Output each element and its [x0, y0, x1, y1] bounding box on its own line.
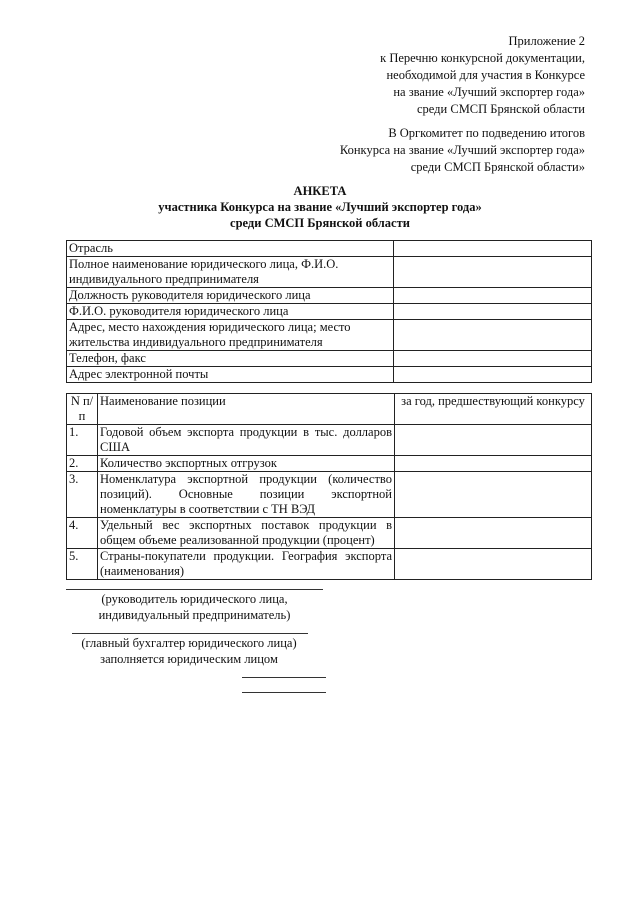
column-header-number: N п/п: [67, 394, 98, 425]
accountant-signature-caption: [56, 635, 322, 667]
column-header-previous-year: за год, предшествующий конкурсу: [395, 394, 592, 425]
export-positions-table: [66, 393, 592, 580]
position-name: Годовой объем экспорта продукции в тыс. долларов США: [98, 425, 395, 456]
caption-line: (руководитель юридического лица,: [101, 592, 288, 606]
table-row: [67, 351, 592, 367]
form-title-sub: среди СМСП Брянской области: [230, 216, 410, 230]
accountant-signature-line[interactable]: [72, 633, 308, 634]
position-value-cell[interactable]: [395, 549, 592, 580]
table-row: [67, 367, 592, 383]
table-row: [67, 549, 592, 580]
caption-line: заполняется юридическим лицом: [100, 652, 278, 666]
table-row: [67, 425, 592, 456]
table-row: [67, 257, 592, 288]
row-number: 5.: [67, 549, 98, 580]
info-value-cell[interactable]: [394, 304, 592, 320]
row-number: 3.: [67, 472, 98, 518]
info-label: Отрасль: [67, 241, 394, 257]
form-title-sub: участника Конкурса на звание «Лучший экспортер года»: [158, 200, 482, 214]
participant-info-table: [66, 240, 592, 383]
position-value-cell[interactable]: [395, 518, 592, 549]
info-label: Полное наименование юридического лица, Ф.И.О. индивидуального предпринимателя: [67, 257, 394, 288]
appendix-line: среди СМСП Брянской области: [417, 102, 585, 116]
info-value-cell[interactable]: [394, 257, 592, 288]
appendix-line: на звание «Лучший экспортер года»: [393, 85, 585, 99]
table-row: [67, 288, 592, 304]
column-header-position: Наименование позиции: [98, 394, 395, 425]
info-label: Адрес электронной почты: [67, 367, 394, 383]
row-number: 1.: [67, 425, 98, 456]
addressee-line: В Оргкомитет по подведению итогов: [388, 126, 585, 140]
appendix-header: [225, 33, 585, 118]
info-label: Должность руководителя юридического лица: [67, 288, 394, 304]
position-value-cell[interactable]: [395, 425, 592, 456]
position-value-cell[interactable]: [395, 472, 592, 518]
table-header-row: [67, 394, 592, 425]
table-row: [67, 472, 592, 518]
position-name: Номенклатура экспортной продукции (количество позиций). Основные позиции экспортной номенклатуры в соответствии с ТН ВЭД: [98, 472, 395, 518]
blank-line[interactable]: [242, 677, 326, 678]
table-row: [67, 304, 592, 320]
appendix-line: Приложение 2: [508, 34, 585, 48]
caption-line: (главный бухгалтер юридического лица): [81, 636, 297, 650]
form-title: [0, 183, 640, 231]
head-signature-line[interactable]: [66, 589, 323, 590]
info-value-cell[interactable]: [394, 320, 592, 351]
info-value-cell[interactable]: [394, 288, 592, 304]
position-value-cell[interactable]: [395, 456, 592, 472]
caption-line: индивидуальный предприниматель): [98, 608, 291, 622]
table-row: [67, 518, 592, 549]
appendix-line: к Перечню конкурсной документации,: [380, 51, 585, 65]
addressee-line: Конкурса на звание «Лучший экспортер года»: [339, 143, 585, 157]
table-row: [67, 241, 592, 257]
appendix-line: необходимой для участия в Конкурсе: [386, 68, 585, 82]
table-row: [67, 320, 592, 351]
addressee-line: среди СМСП Брянской области»: [410, 160, 585, 174]
info-value-cell[interactable]: [394, 351, 592, 367]
info-label: Ф.И.О. руководителя юридического лица: [67, 304, 394, 320]
info-value-cell[interactable]: [394, 367, 592, 383]
addressee-block: [225, 125, 585, 176]
row-number: 4.: [67, 518, 98, 549]
info-label: Телефон, факс: [67, 351, 394, 367]
position-name: Удельный вес экспортных поставок продукции в общем объеме реализованной продукции (процент): [98, 518, 395, 549]
blank-line[interactable]: [242, 692, 326, 693]
info-value-cell[interactable]: [394, 241, 592, 257]
head-signature-caption: [66, 591, 323, 623]
info-label: Адрес, место нахождения юридического лица; место жительства индивидуального предпринимателя: [67, 320, 394, 351]
position-name: Количество экспортных отгрузок: [98, 456, 395, 472]
position-name: Страны-покупатели продукции. География экспорта (наименования): [98, 549, 395, 580]
row-number: 2.: [67, 456, 98, 472]
form-title-main: АНКЕТА: [293, 184, 347, 198]
table-row: [67, 456, 592, 472]
